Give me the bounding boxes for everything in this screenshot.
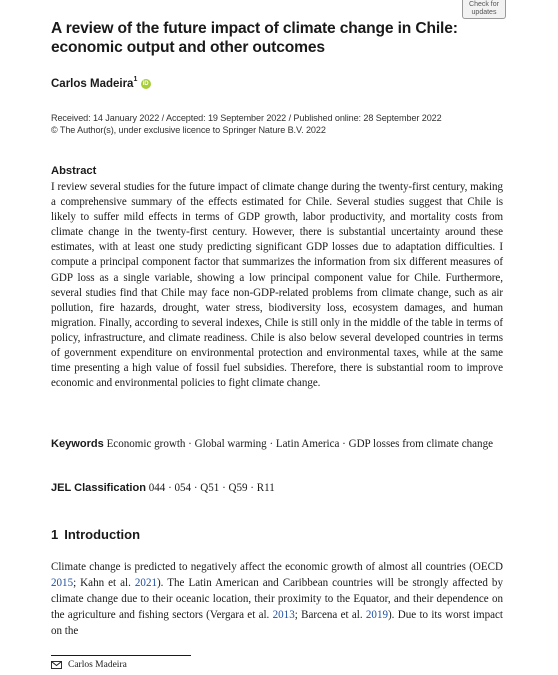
section-heading-introduction bbox=[51, 527, 140, 542]
section-title: Introduction bbox=[64, 527, 141, 542]
citation-link[interactable]: 2021 bbox=[134, 577, 157, 590]
author-line bbox=[51, 78, 151, 90]
author-affiliation-sup: 1 bbox=[133, 76, 138, 83]
section-number: 1 bbox=[51, 527, 59, 542]
abstract-body: I review several studies for the future impact of climate change during the twenty-first century, making a comprehensive summary of the effects estimated for Chile. Several studies suggest that Chile is likely to suffer mild effects in terms of GDP growth, labor productivity, and mortality costs from climate change in the twenty-first century. However, there is substantial uncertainty around these estimates, with at least one study predicting significant GDP losses due to adaptation difficulties. I compute a principal component factor that summarizes the information from six different measures of GDP loss as a single variable, showing a low principal component value for Chile. Furthermore, several studies find that Chile may face non-GDP-related problems from climate change, such as air pollution, fire hazards, drought, water stress, biodiversity loss, ecosystem damages, and human migration. Finally, according to several indexes, Chile is still only in the middle of the table in terms of policy, infrastructure, and climate readiness. Chile is also below several developed countries in terms of government expenditure on environmental protection and environmental taxes, while at the same time presenting a high value of fossil fuel subsidies. Therefore, there is substantial room to improve economic and environmental policies to fight climate change. bbox=[51, 181, 503, 390]
envelope-icon[interactable] bbox=[51, 661, 62, 669]
jel-label: JEL Classification bbox=[51, 482, 146, 494]
intro-text-segment: ). The Latin American and Caribbean countries will be strongly affected by climate change due to their oceanic location, their proximity to the Equator, and their dependence on the agriculture and fishing sectors (Vergara et al. bbox=[51, 577, 503, 622]
jel-codes: 044 · 054 · Q51 · Q59 · R11 bbox=[148, 482, 275, 494]
abstract-heading: Abstract bbox=[51, 165, 97, 177]
keywords-list: Economic growth · Global warming · Latin America · GDP losses from climate change bbox=[106, 438, 493, 450]
citation-link[interactable]: 2019 bbox=[365, 609, 388, 622]
check-for-label: Check for bbox=[469, 1, 499, 8]
copyright-notice: © The Author(s), under exclusive licence to Springer Nature B.V. 2022 bbox=[51, 125, 326, 135]
crossmark-icon bbox=[479, 0, 491, 1]
intro-text-segment: Climate change is predicted to negatively affect the economic growth of almost all countries (OECD bbox=[51, 561, 503, 573]
keywords-block bbox=[51, 436, 503, 452]
intro-text-segment: ; Kahn et al. bbox=[73, 577, 135, 590]
intro-text-segment: ). Due to its worst impact on the bbox=[51, 609, 504, 638]
jel-block bbox=[51, 482, 275, 494]
footnote-divider bbox=[51, 655, 191, 656]
keywords-label: Keywords bbox=[51, 438, 104, 450]
intro-text-segment: ; Barcena et al. bbox=[294, 609, 366, 622]
citation-link[interactable]: 2013 bbox=[272, 609, 295, 622]
publication-dates: Received: 14 January 2022 / Accepted: 19 September 2022 / Published online: 28 September 2022 bbox=[51, 113, 442, 123]
citation-link[interactable]: 2015 bbox=[51, 577, 74, 590]
author-name[interactable]: Carlos Madeira bbox=[51, 78, 134, 90]
check-for-updates-badge[interactable] bbox=[462, 0, 506, 19]
contact-name[interactable]: Carlos Madeira bbox=[68, 660, 127, 670]
corresponding-author bbox=[51, 660, 127, 670]
article-title: A review of the future impact of climate change in Chile: economic output and other outcomes bbox=[51, 20, 458, 56]
updates-label: updates bbox=[471, 9, 497, 16]
introduction-paragraph bbox=[51, 559, 503, 639]
orcid-icon[interactable]: iD bbox=[142, 81, 149, 87]
